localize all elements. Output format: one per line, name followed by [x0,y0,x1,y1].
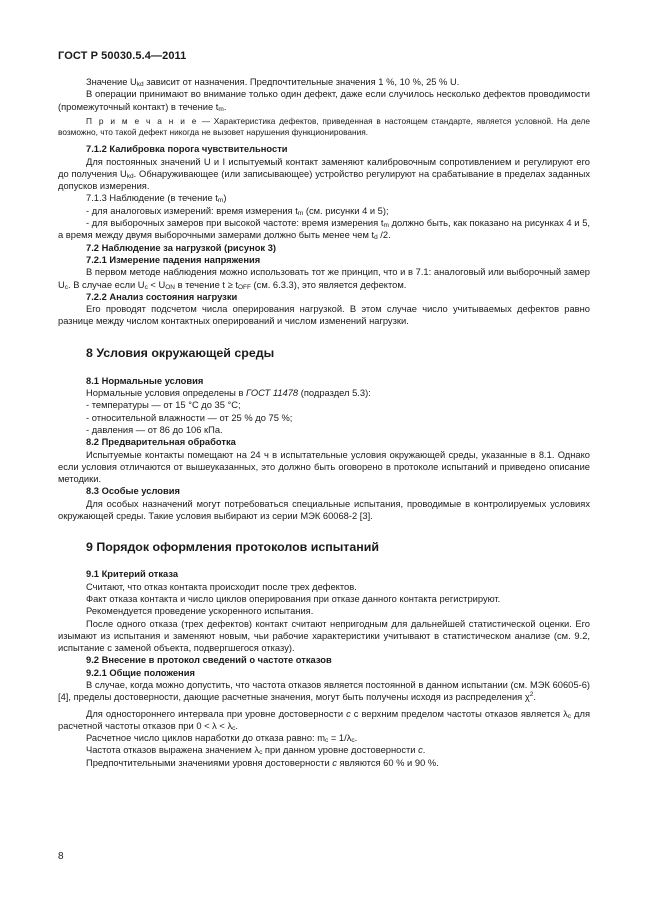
page-content [58,76,590,769]
paragraph-7-1-3: 7.1.3 Наблюдение (в течение $t_m$) [86,193,227,205]
section-heading-9: 9 Порядок оформления протоколов испытаний [86,540,379,555]
heading-8-2: 8.2 Предварительная обработка [86,437,236,448]
paragraph-7-1-2: Для постоянных значений U и I испытуемый контакт заменяют калибровочным сопротивлением и регулируют его до получения $U_{kd}$. Обнаруживающее (или записывающее) устройство регулируют на срабатывание в пределах заданных допусков измерения. [58,156,590,192]
heading-7-2-2: 7.2.2 Анализ состояния нагрузки [86,291,238,302]
paragraph-9-1-a: Считают, что отказ контакта происходит после трех дефектов. [86,581,357,592]
heading-9-2: 9.2 Внесение в протокол сведений о частоте отказов [86,655,332,666]
paragraph-9-1-d: После одного отказа (трех дефектов) контакт считают непригодным для дальнейшей статистической оценки. Его изымают из испытания и заменяют новым, чьи рабочие характеристики учитывают в статистическом анализе (см. 9.2, испытание с заменой объекта, подвергшегося отказу). [58,618,590,654]
paragraph-7-2-1: В первом методе наблюдения можно использовать тот же принцип, что и в 7.1: аналоговый или выборочный замер $U_c$. В случае если $U_c < U_{ON}$ в течение $t \ge t_{OFF}$ (см. 6.3.3), это является дефектом. [58,267,590,291]
heading-7-2-1: 7.2.1 Измерение падения напряжения [86,254,261,265]
paragraph-ukd: Значение $U_{kd}$ зависит от назначения. Предпочтительные значения 1 %, 10 %, 25 % U. [86,77,460,88]
paragraph-7-2-2: Его проводят подсчетом числа оперирования нагрузкой. В этом случае число учитываемых дефектов равно разнице между числом контактных оперирований и числом изменений нагрузки. [58,304,590,327]
paragraph-8-2: Испытуемые контакты помещают на 24 ч в испытательные условия окружающей среды, указанные в 8.1. Однако если условия отличаются от вышеуказанных, это должно быть оговорено в протоколе испытаний и приведено описание методики. [58,449,590,485]
list-item-pressure: - давления — от 86 до 106 кПа. [86,424,223,435]
paragraph-9-2-1-d: Частота отказов выражена значением $\lambda_c$ при данном уровне достоверности c. [86,745,426,757]
paragraph-9-2-1-a: В случае, когда можно допустить, что частота отказов является постоянной в данном испытании (см. МЭК 60605-6) [4], пределы достоверности, дающие расчетные значения, могут быть получены исходя из распределения $\chi^2$. [58,679,590,703]
paragraph-9-2-1-c: Расчетное число циклов наработки до отказа равно: $m_c = 1/\lambda_c$. [86,733,358,745]
heading-7-1-2: 7.1.2 Калибровка порога чувствительности [86,144,288,155]
list-item-humidity: - относительной влажности — от 25 % до 75 %; [86,412,293,423]
list-item-sampling: - для выборочных замеров при высокой частоте: время измерения $t_m$ должно быть, как показано на рисунках 4 и 5, а время между двумя выборочными замерами должно быть менее чем $t_d$ /2. [58,218,590,242]
list-item-temperature: - температуры — от 15 °С до 35 °С; [86,400,241,411]
paragraph-9-1-b: Факт отказа контакта и число циклов оперирования при отказе данного контакта регистрируют. [86,593,501,604]
heading-9-1: 9.1 Критерий отказа [86,569,179,580]
paragraph-8-1: Нормальные условия определены в ГОСТ 11478 (подраздел 5.3): [86,388,371,399]
gost-11478-reference: ГОСТ 11478 [246,388,299,399]
list-item-analog: - для аналоговых измерений: время измерения $t_m$ (см. рисунки 4 и 5); [86,205,389,217]
heading-8-3: 8.3 Особые условия [86,486,180,497]
paragraph-9-2-1-e: Предпочтительными значениями уровня достоверности c являются 60 % и 90 %. [86,757,439,768]
heading-9-2-1: 9.2.1 Общие положения [86,667,195,678]
page-number: 8 [58,851,64,862]
note-paragraph: П р и м е ч а н и е — Характеристика дефектов, приведенная в настоящем стандарте, является условной. На деле возможно, что такой дефект никогда не вызовет нарушения функционирования. [58,115,590,138]
paragraph-one-defect: В операции принимают во внимание только один дефект, даже если случилось несколько дефектов проводимости (промежуточный контакт) в течение $t_m$. [58,89,590,113]
heading-8-1: 8.1 Нормальные условия [86,375,204,386]
paragraph-9-2-1-b: Для одностороннего интервала при уровне достоверности c с верхним пределом частоты отказов является $\lambda_c$ для расчетной частоты отказов при $0 < \lambda < \lambda_c$. [58,708,590,732]
heading-7-2: 7.2 Наблюдение за нагрузкой (рисунок 3) [86,242,277,253]
paragraph-8-3: Для особых назначений могут потребоваться специальные испытания, проводимые в контролируемых условиях окружающей среды. Такие условия выбирают из серии МЭК 60068-2 [3]. [58,498,590,522]
section-heading-8: 8 Условия окружающей среды [86,345,275,360]
paragraph-9-1-c: Рекомендуется проведение ускоренного испытания. [86,606,314,617]
standard-header: ГОСТ Р 50030.5.4—2011 [58,50,187,62]
